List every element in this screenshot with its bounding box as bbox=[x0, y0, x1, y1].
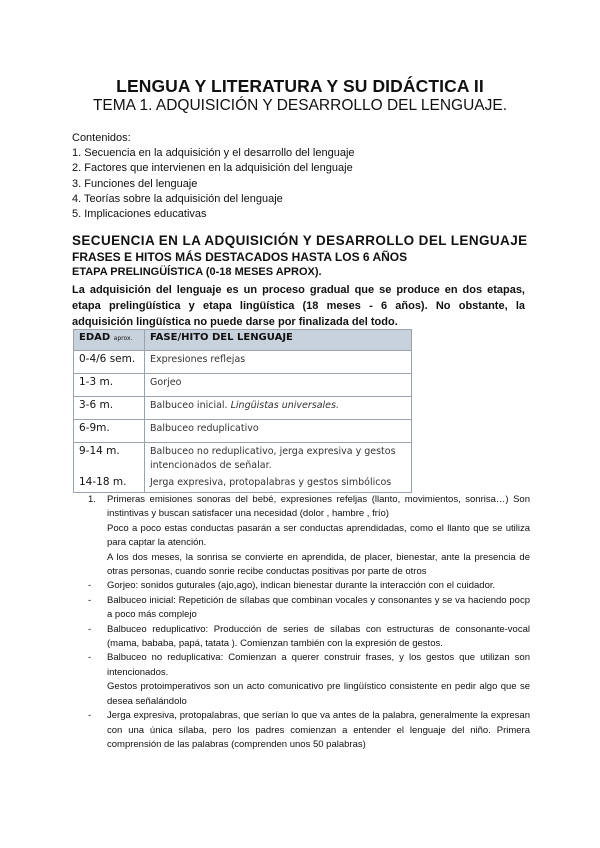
list-item bbox=[88, 579, 530, 593]
list-text: Poco a poco estas conductas pasarán a ser conductas aprendidadas, como el llanto que se utiliza para captar la atención. bbox=[107, 522, 530, 549]
age-cell: 3-6 m. bbox=[74, 397, 145, 420]
age-cell: 1-3 m. bbox=[74, 374, 145, 397]
section-heading: SECUENCIA EN LA ADQUISICIÓN Y DESARROLLO DEL LENGUAJE bbox=[72, 233, 528, 248]
contents-list bbox=[72, 131, 355, 222]
list-text: Jerga expresiva, protopalabras, que serían lo que va antes de la palabra, generalmente la expresan con una única sílaba, pero los padres comienzan a entender el lenguaje del niño. Primera comprensión de las palabras (comprenden unos 50 palabras) bbox=[107, 710, 530, 750]
list-item bbox=[88, 651, 530, 709]
intro-paragraph bbox=[72, 282, 525, 330]
contents-label: Contenidos: bbox=[72, 132, 131, 144]
milestones-table bbox=[73, 329, 412, 493]
age-cell: 0-4/6 sem. bbox=[74, 351, 145, 374]
table-header-row bbox=[74, 330, 412, 351]
phase-cell: Balbuceo no reduplicativo, jerga expresiva y gestos intencionados de señalar. bbox=[145, 443, 412, 475]
list-text: Primeras emisiones sonoras del bebé, expresiones refeljas (llanto, movimientos, sonrisa…) Son instintivas y buscan satisfacer una necesidad (dolor , hambre , frío) bbox=[107, 494, 530, 520]
table-row bbox=[74, 351, 412, 374]
list-number: 1. bbox=[88, 494, 96, 505]
list-text: Balbuceo no reduplicativa: Comienzan a querer construir frases, y los gestos que utilizan son intencionados. bbox=[107, 652, 530, 678]
topic-title: TEMA 1. ADQUISICIÓN Y DESARROLLO DEL LENGUAJE. bbox=[92, 97, 508, 114]
list-text: Balbuceo reduplicativo: Producción de series de sílabas con estructuras de consonante-vocal (mama, bababa, papá, tatata ). Comienzan también con la expresión de gestos. bbox=[107, 623, 530, 650]
list-item bbox=[88, 594, 530, 623]
stage-heading: ETAPA PRELINGÜÍSTICA (0-18 MESES APROX). bbox=[72, 266, 322, 278]
contents-item: 1. Secuencia en la adquisición y el desarrollo del lenguaje bbox=[72, 147, 355, 160]
phase-cell: Balbuceo inicial. Lingüistas universales. bbox=[145, 397, 412, 420]
list-item bbox=[88, 709, 530, 752]
age-cell: 6-9m. bbox=[74, 420, 145, 443]
document-title: LENGUA Y LITERATURA Y SU DIDÁCTICA II bbox=[116, 76, 484, 96]
table-row bbox=[74, 474, 412, 492]
contents-item: 3. Funciones del lenguaje bbox=[72, 177, 198, 190]
dash-marker: - bbox=[88, 652, 92, 664]
dash-marker: - bbox=[88, 594, 92, 606]
table-row bbox=[74, 420, 412, 443]
section-subheading: FRASES E HITOS MÁS DESTACADOS HASTA LOS 6 AÑOS bbox=[72, 250, 408, 264]
dash-marker: - bbox=[88, 710, 92, 722]
dash-marker: - bbox=[88, 623, 92, 635]
intro-line: adquisición lingüística no puede darse por finalizada del todo. bbox=[72, 316, 398, 328]
list-text: A los dos meses, la sonrisa se convierte en aprendida, de placer, bienestar, ante la presencia de otras personas, cuando sonrie recibe conductas positivas por parte de otros bbox=[107, 551, 530, 578]
table-row bbox=[74, 397, 412, 420]
table-row bbox=[74, 443, 412, 475]
contents-item: 4. Teorías sobre la adquisición del lenguaje bbox=[72, 192, 283, 205]
milestones-list bbox=[88, 493, 530, 752]
table-row bbox=[74, 374, 412, 397]
intro-line: La adquisición del lenguaje es un proceso gradual que se produce en dos etapas, bbox=[72, 284, 525, 296]
list-item bbox=[88, 493, 530, 579]
contents-item: 2. Factores que intervienen en la adquisición del lenguaje bbox=[72, 162, 353, 175]
age-cell: 14-18 m. bbox=[74, 474, 145, 492]
age-cell: 9-14 m. bbox=[74, 443, 145, 475]
list-text: Gorjeo: sonidos guturales (ajo,ago), indican bienestar durante la interacción con el cuidador. bbox=[107, 580, 496, 592]
phase-cell: Balbuceo reduplicativo bbox=[145, 420, 412, 443]
phase-cell: Expresiones reflejas bbox=[145, 351, 412, 374]
list-text: Balbuceo inicial: Repetición de sílabas que combinan vocales y consonantes y se va haciendo pocp a poco más complejo bbox=[107, 594, 530, 621]
phase-cell: Jerga expresiva, protopalabras y gestos simbólicos bbox=[145, 474, 412, 492]
intro-line: etapa prelingüística y etapa lingüística (18 meses - 6 años). No obstante, la bbox=[72, 300, 525, 312]
contents-item: 5. Implicaciones educativas bbox=[72, 208, 207, 221]
age-column-header: EDAD aprox. bbox=[74, 330, 145, 351]
phase-column-header: FASE/HITO DEL LENGUAJE bbox=[145, 330, 412, 351]
list-text: Gestos protoimperativos son un acto comunicativo pre lingüístico consistente en pedir algo que se desea señalándolo bbox=[107, 681, 530, 707]
dash-marker: - bbox=[88, 580, 92, 592]
list-item bbox=[88, 623, 530, 652]
phase-cell: Gorjeo bbox=[145, 374, 412, 397]
